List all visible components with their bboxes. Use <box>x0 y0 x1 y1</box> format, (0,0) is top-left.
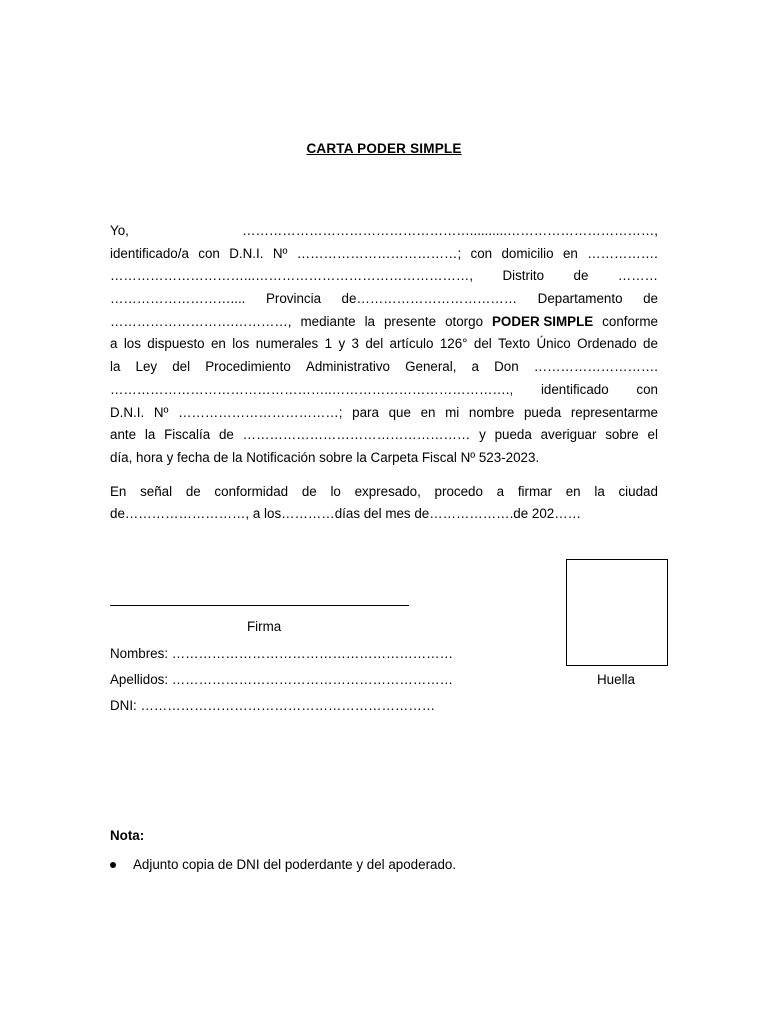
word: 1 <box>324 336 333 352</box>
word: la <box>144 427 156 443</box>
word: lo <box>330 483 341 499</box>
text-line <box>110 288 658 311</box>
word: de <box>185 483 201 499</box>
word: Nº <box>272 245 288 261</box>
word: del <box>172 359 191 375</box>
word: identificado/a <box>110 245 189 261</box>
word: del <box>473 336 492 352</box>
word: otorgo <box>445 313 484 329</box>
paragraph-poder <box>110 220 658 470</box>
word: …………………………………………..…………………………………., <box>110 381 514 397</box>
word: Administrativo <box>305 359 390 375</box>
word: a <box>496 483 505 499</box>
text-line <box>110 503 658 526</box>
word: ……………………………………………..........……………………………, <box>242 223 658 238</box>
word: de………………………, a los…………días del mes de……………….de 202…… <box>110 506 582 522</box>
document-body <box>110 220 658 526</box>
word: identificado <box>540 381 609 397</box>
text-line <box>110 333 658 356</box>
word: ………………………………; <box>178 404 343 420</box>
apellidos-field: Apellidos: ……………………………………………………… <box>110 672 453 687</box>
bullet-icon <box>110 862 116 868</box>
paragraph-conformidad <box>110 481 658 526</box>
word: Procedimiento <box>205 359 291 375</box>
word: en <box>565 483 581 499</box>
firma-label: Firma <box>247 619 282 634</box>
text-line <box>110 481 658 504</box>
text-line <box>110 402 658 425</box>
nota-list-item <box>110 857 456 872</box>
word: artículo <box>389 336 434 352</box>
text-line <box>110 243 658 266</box>
word: firmar <box>517 483 553 499</box>
nota-heading: Nota: <box>110 828 145 843</box>
word: 126° <box>439 336 468 352</box>
word: …………………………...…………………………………………, <box>110 268 474 284</box>
word: …………………………………………… <box>242 427 471 443</box>
signature-line <box>110 605 409 606</box>
text-line <box>110 265 658 288</box>
word: sobre <box>605 427 639 443</box>
word: PODER SIMPLE <box>492 313 594 329</box>
nombres-field: Nombres: ……………………………………………………… <box>110 646 453 661</box>
text-line <box>110 220 658 243</box>
word: D.N.I. <box>110 404 145 420</box>
word: de……………………………… <box>341 291 518 307</box>
word: mediante <box>300 313 356 329</box>
word: nombre <box>468 404 515 420</box>
word: ……………………….…………, <box>110 313 292 329</box>
word: y <box>338 336 346 352</box>
word: 3 <box>351 336 359 352</box>
word: domicilio <box>501 245 554 261</box>
document-title: CARTA PODER SIMPLE <box>306 141 462 156</box>
word: de <box>643 291 658 307</box>
word: ………………………. <box>533 359 658 375</box>
text-line <box>110 447 658 470</box>
word: Nº <box>153 404 169 420</box>
text-line <box>110 379 658 402</box>
word: Ley <box>135 359 158 375</box>
word: ……………. <box>587 245 658 261</box>
nota-item-text: Adjunto copia de DNI del poderdante y del apoderado. <box>133 857 457 872</box>
word: ante <box>110 427 137 443</box>
word: Don <box>494 359 519 375</box>
word: pueda <box>523 404 562 420</box>
word: la <box>594 483 605 499</box>
word: el <box>647 427 658 443</box>
word: Ordenado <box>577 336 637 352</box>
word: a <box>471 359 479 375</box>
word: representarme <box>570 404 658 420</box>
word: averiguar <box>540 427 597 443</box>
word: pueda <box>494 427 532 443</box>
word: día, hora y fecha de la Notificación sobre la Carpeta Fiscal Nº 523-2023. <box>110 449 540 465</box>
word: procedo <box>434 483 483 499</box>
text-line <box>110 424 658 447</box>
word: la <box>364 313 375 329</box>
word: Provincia <box>265 291 322 307</box>
dni-field: DNI: ………………………………………………………… <box>110 698 436 713</box>
word: presente <box>383 313 437 329</box>
word: los <box>123 336 141 352</box>
word: con <box>198 245 220 261</box>
word: General, <box>405 359 457 375</box>
word: dispuesto <box>147 336 205 352</box>
word: Departamento <box>537 291 623 307</box>
word: ciudad <box>618 483 658 499</box>
word: mi <box>445 404 460 420</box>
word: expresado, <box>354 483 421 499</box>
word: con <box>636 381 658 397</box>
word: a <box>110 336 118 352</box>
word: de <box>573 268 589 284</box>
word: y <box>479 427 486 443</box>
word: los <box>232 336 250 352</box>
word: la <box>110 359 121 375</box>
word: numerales <box>255 336 319 352</box>
huella-label: Huella <box>597 672 635 687</box>
word: en <box>562 245 578 261</box>
word: Fiscalía <box>164 427 211 443</box>
word: de <box>218 427 234 443</box>
word: conforme <box>602 313 658 329</box>
word: del <box>365 336 384 352</box>
word: de <box>301 483 317 499</box>
word: ………………………………; <box>296 245 462 261</box>
text-line <box>110 356 658 379</box>
word: que <box>388 404 411 420</box>
word: En <box>110 483 127 499</box>
fingerprint-box <box>566 559 668 666</box>
word: en <box>420 404 436 420</box>
text-line <box>110 311 658 334</box>
word: Texto <box>498 336 531 352</box>
word: ……………………….... <box>110 291 246 307</box>
word: en <box>210 336 226 352</box>
word: ……… <box>617 268 658 284</box>
word: Yo, <box>110 223 129 238</box>
word: D.N.I. <box>229 245 264 261</box>
word: con <box>470 245 493 261</box>
word: de <box>643 336 658 352</box>
word: señal <box>140 483 173 499</box>
word: Distrito <box>502 268 545 284</box>
word: Único <box>536 336 571 352</box>
word: para <box>352 404 379 420</box>
word: conformidad <box>214 483 289 499</box>
